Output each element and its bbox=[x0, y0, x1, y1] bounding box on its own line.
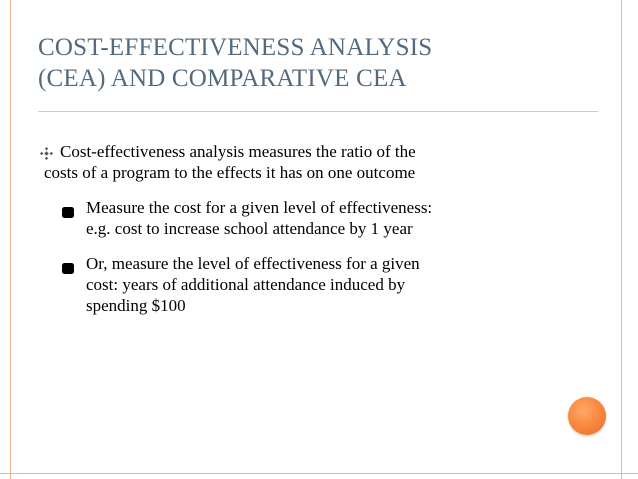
bullet-item-3-line-2: cost: years of additional attendance induced by bbox=[86, 275, 406, 294]
bullet-item-1-line-2: costs of a program to the effects it has on one outcome bbox=[44, 163, 416, 182]
bullet-item-3-text bbox=[86, 253, 601, 316]
orange-circle-decoration bbox=[568, 397, 606, 435]
diamond-cluster-icon bbox=[40, 144, 53, 157]
bullet-item-2-line-1: Measure the cost for a given level of effectiveness: bbox=[86, 198, 433, 217]
bullet-item-1-text bbox=[44, 141, 595, 183]
bullet-item-3-line-3: spending $100 bbox=[86, 296, 186, 315]
slide-title-line-2: (CEA) AND COMPARATIVE CEA bbox=[38, 65, 407, 92]
bullet-item-1-line-1: Cost-effectiveness analysis measures the ratio of the bbox=[60, 142, 416, 161]
rounded-block-icon bbox=[62, 258, 75, 269]
bullet-item-2-text bbox=[86, 197, 601, 239]
rounded-block-icon bbox=[62, 202, 75, 213]
slide-title-line-1: COST-EFFECTIVENESS ANALYSIS bbox=[38, 34, 433, 61]
bullet-item-2-line-2: e.g. cost to increase school attendance by 1 year bbox=[86, 219, 413, 238]
bullet-item-3-line-1: Or, measure the level of effectiveness for a given bbox=[86, 254, 420, 273]
